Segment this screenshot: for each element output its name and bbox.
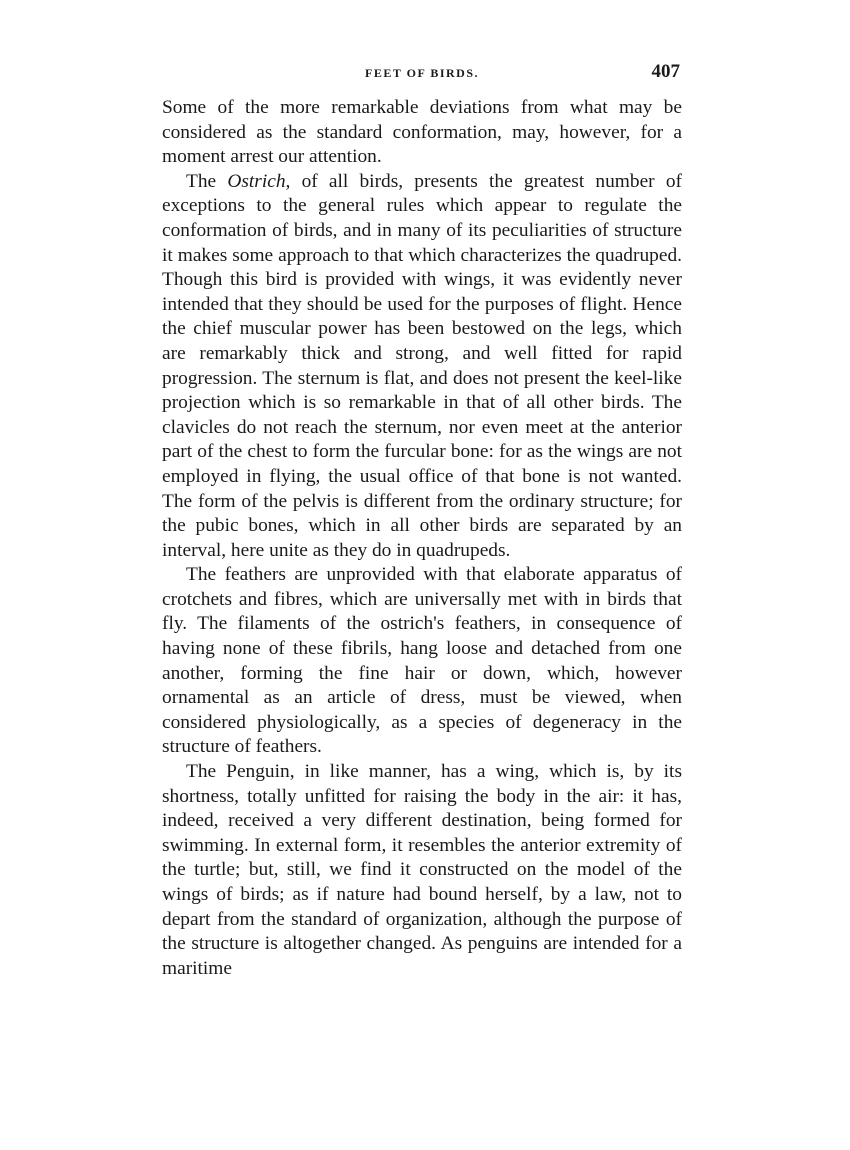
paragraph-text: of all birds, presents the greatest number of exceptions to the general rules which appear to regulate the conformation of birds, and in many of its peculiarities of structure it makes some approach to that which characterizes the quadruped. Though this bird is provided with wings, it was evidently never intended that they should be used for the purposes of flight. Hence the chief muscular power has been bestowed on the legs, which are remarkably thick and strong, and well fitted for rapid progression. The sternum is flat, and does not present the keel-like projection which is so remarkable in that of all other birds. The clavicles do not reach the sternum, nor even meet at the anterior part of the chest to form the furcular bone: for as the wings are not employed in flying, the usual office of that bone is not wanted. The form of the pelvis is different from the ordinary structure; for the pubic bones, which in all other birds are separated by an interval, here unite as they do in quadrupeds.: [162, 170, 682, 561]
running-head: [162, 58, 682, 92]
running-head-title: FEET OF BIRDS.: [364, 66, 480, 80]
paragraph-text: The: [186, 170, 228, 192]
body-text: [162, 96, 682, 981]
paragraph-text: Some of the more remarkable deviations from what may be considered as the standard conformation, may, however, for a moment arrest our attention.: [162, 97, 682, 168]
paragraph-text: The Penguin, in like manner, has a wing, which is, by its shortness, totally unfitted for raising the body in the air: it has, indeed, received a very different destination, being formed for swimming. In external form, it resembles the anterior extremity of the turtle; but, still, we find it constructed on the model of the wings of birds; as if nature had bound herself, by a law, not to depart from the standard of organization, although the purpose of the structure is altogether changed. As penguins are intended for a maritime: [162, 761, 682, 979]
paragraph: [162, 760, 682, 981]
paragraph-text: The feathers are unprovided with that elaborate apparatus of crotchets and fibres, which are universally met with in birds that fly. The filaments of the ostrich's feathers, in consequence of having none of these fibrils, hang loose and detached from one another, forming the fine hair or down, which, however ornamental as an article of dress, must be viewed, when considered physiologically, as a species of degeneracy in the structure of feathers.: [162, 564, 682, 758]
paragraph: [162, 96, 682, 170]
paragraph: [162, 563, 682, 760]
book-page: [162, 58, 682, 981]
paragraph: [162, 170, 682, 564]
page-number: 407: [651, 61, 680, 82]
italic-text: Ostrich,: [227, 170, 291, 192]
